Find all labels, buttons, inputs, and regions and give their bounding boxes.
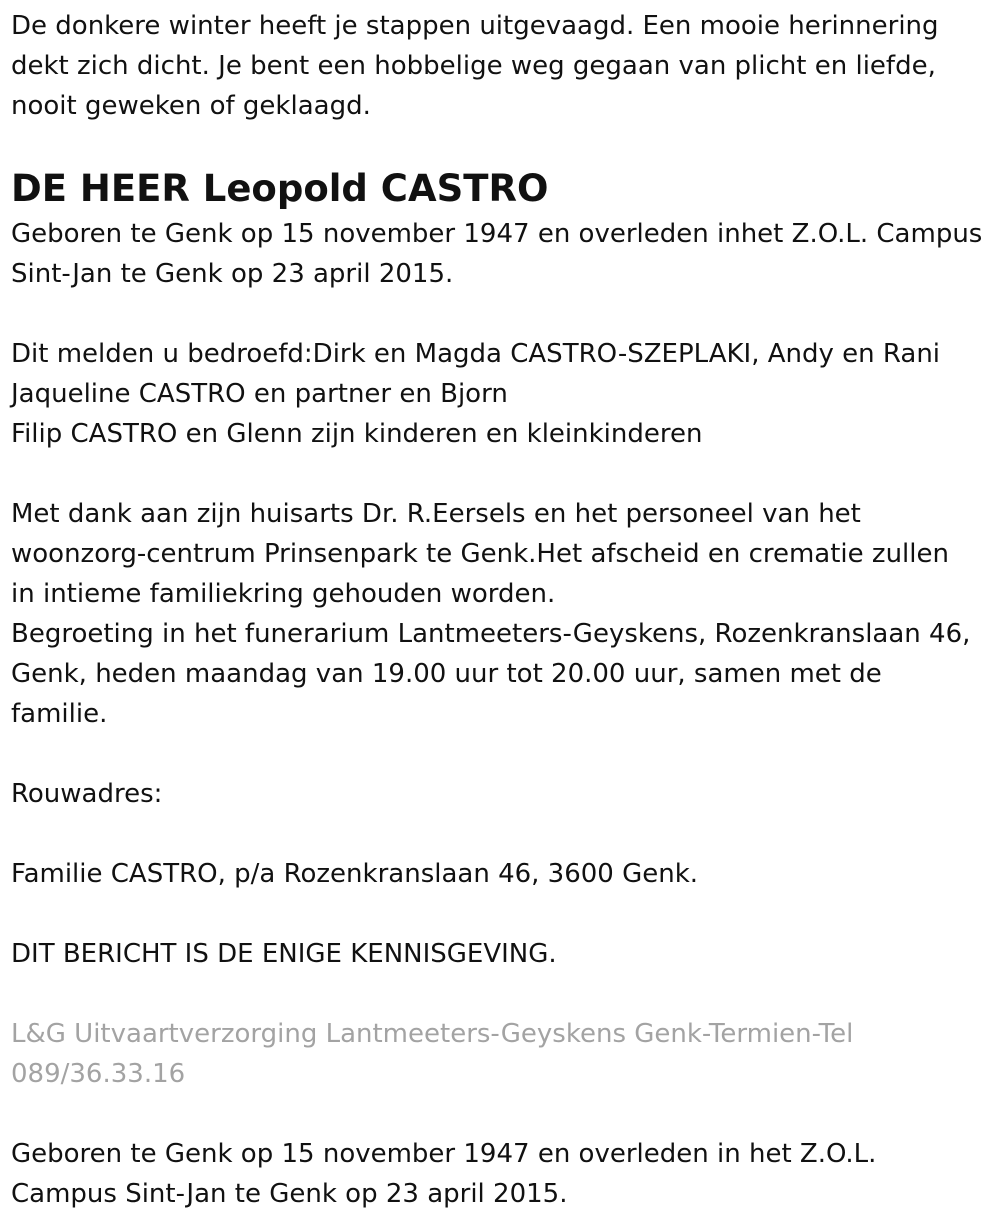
birth-death-line: Sint-Jan te Genk op 23 april 2015. [11,259,454,289]
funeral-home-line: 089/36.33.16 [11,1059,186,1089]
thanks-line: woonzorg-centrum Prinsenpark te Genk.Het afscheid en crematie zullen [11,539,949,569]
mourning-address: Familie CASTRO, p/a Rozenkranslaan 46, 3600 Genk. [11,859,699,889]
visitation-line: familie. [11,699,108,729]
funeral-home-line: L&G Uitvaartverzorging Lantmeeters-Geyskens Genk-Termien-Tel [11,1019,854,1049]
poem-line: nooit geweken of geklaagd. [11,91,371,121]
spacer [11,294,1000,334]
poem-paragraph [11,6,1000,126]
thanks-line: in intieme familiekring gehouden worden. [11,579,556,609]
poem-line: De donkere winter heeft je stappen uitgevaagd. Een mooie herinnering [11,11,939,41]
family-line: Jaqueline CASTRO en partner en Bjorn [11,379,508,409]
deceased-name-title: DE HEER Leopold CASTRO [11,167,549,210]
birth-death-paragraph [11,214,1000,294]
poem-line: dekt zich dicht. Je bent een hobbelige weg gegaan van plicht en liefde, [11,51,936,81]
family-line: Filip CASTRO en Glenn zijn kinderen en kleinkinderen [11,419,703,449]
spacer [11,1094,1000,1134]
thanks-line: Met dank aan zijn huisarts Dr. R.Eersels en het personeel van het [11,499,861,529]
spacer [11,454,1000,494]
thanks-paragraph [11,494,1000,734]
birth-death-line: Geboren te Genk op 15 november 1947 en overleden in het Z.O.L. [11,1139,877,1169]
birth-death-line: Campus Sint-Jan te Genk op 23 april 2015. [11,1179,568,1209]
spacer [11,894,1000,934]
visitation-line: Begroeting in het funerarium Lantmeeters-Geyskens, Rozenkranslaan 46, [11,619,971,649]
birth-death-line: Geboren te Genk op 15 november 1947 en overleden inhet Z.O.L. Campus [11,219,983,249]
birth-death-repeat-paragraph [11,1134,1000,1214]
mourning-address-label: Rouwadres: [11,779,163,809]
funeral-home-credit [11,1014,1000,1094]
family-paragraph [11,334,1000,454]
only-notice: DIT BERICHT IS DE ENIGE KENNISGEVING. [11,939,557,969]
visitation-line: Genk, heden maandag van 19.00 uur tot 20.00 uur, samen met de [11,659,882,689]
spacer [11,814,1000,854]
family-line: Dit melden u bedroefd:Dirk en Magda CASTRO-SZEPLAKI, Andy en Rani [11,339,941,369]
spacer [11,734,1000,774]
spacer [11,974,1000,1014]
